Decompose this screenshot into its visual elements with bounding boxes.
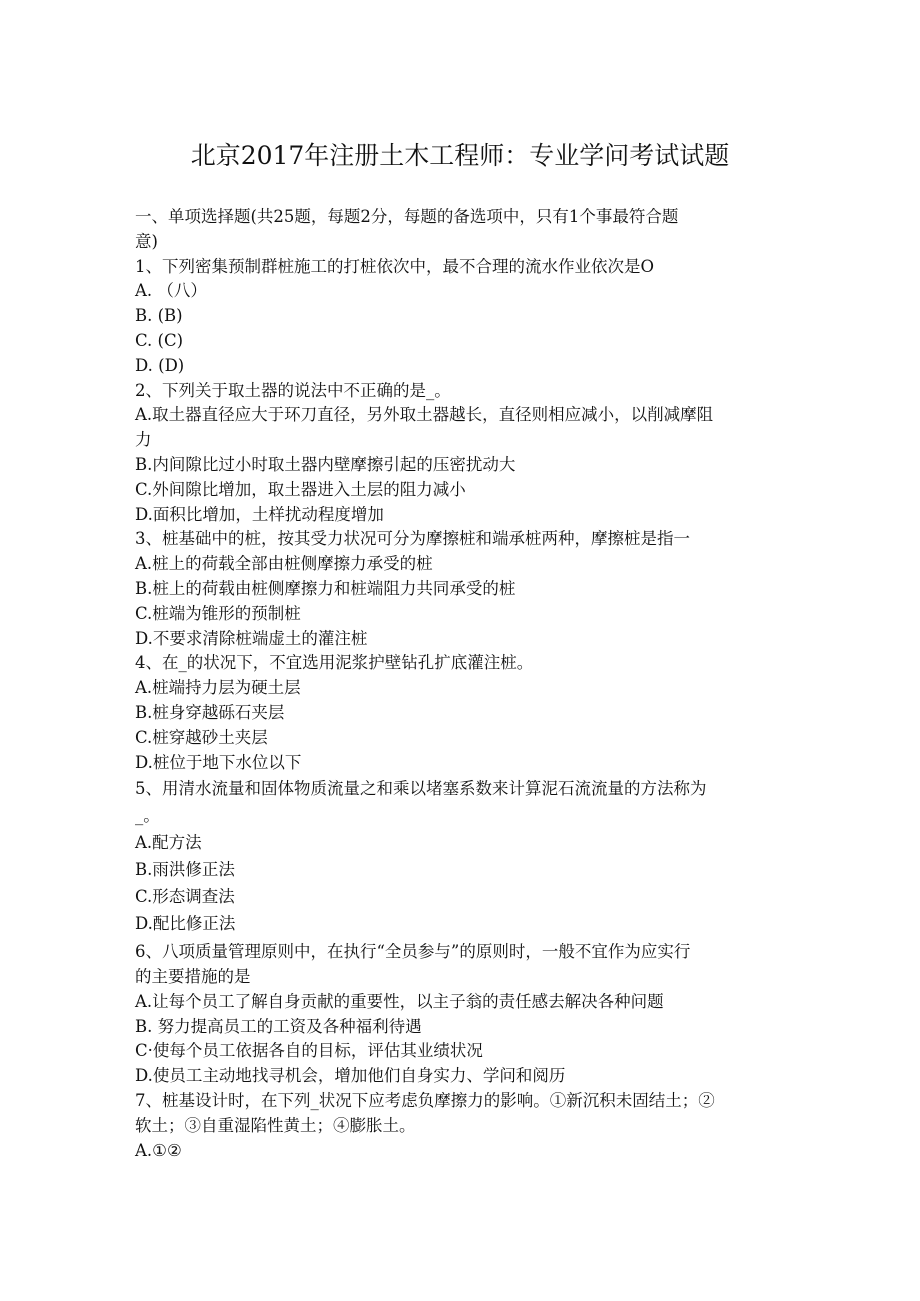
question-6-cont: 的主要措施的是 <box>135 966 251 986</box>
q4-option-a: A.桩端持力层为硬土层 <box>135 678 301 698</box>
q5-option-a: A.配方法 <box>135 833 202 853</box>
q6-option-b: B. 努力提高员工的工资及各种福利待遇 <box>135 1016 422 1036</box>
q3-option-c: C.桩端为锥形的预制桩 <box>135 603 301 623</box>
q5-option-c: C.形态调查法 <box>135 887 235 907</box>
question-6: 6、八项质量管理原则中，在执行“全员参与”的原则时，一般不宜作为应实行 <box>135 942 691 962</box>
page-title: 北京2017年注册土木工程师：专业学问考试试题 <box>190 141 730 170</box>
question-4: 4、在_的状况下，不宜选用泥浆护壁钻孔扩底灌注桩。 <box>135 653 534 673</box>
section-heading-cont: 意) <box>135 231 158 251</box>
question-2: 2、下列关于取土器的说法中不正确的是_。 <box>135 380 451 400</box>
section-heading: 一、单项选择题(共25题，每题2分，每题的备选项中，只有1个事最符合题 <box>135 207 679 226</box>
document-body <box>135 205 795 1163</box>
question-5: 5、用清水流量和固体物质流量之和乘以堵塞系数来计算泥石流流量的方法称为 <box>135 779 707 799</box>
q5-option-d: D.配比修正法 <box>135 914 236 934</box>
q7-option-a: A.①② <box>135 1140 182 1160</box>
q5-option-b: B.雨洪修正法 <box>135 860 235 880</box>
question-5-cont: _。 <box>135 806 160 826</box>
q2-option-a: A.取土器直径应大于环刀直径，另外取土器越长，直径则相应减小，以削减摩阻 <box>135 405 714 425</box>
q2-option-a-cont: 力 <box>135 430 152 450</box>
q4-option-c: C.桩穿越砂土夹层 <box>135 727 268 747</box>
q1-option-a: A. （八） <box>135 281 207 301</box>
q6-option-a: A.让每个员工了解自身贡献的重要性，以主子翁的责任感去解决各种问题 <box>135 991 664 1011</box>
question-3: 3、桩基础中的桩，按其受力状况可分为摩擦桩和端承桩两种，摩擦桩是指一 <box>135 529 690 549</box>
q3-option-a: A.桩上的荷载全部由桩侧摩擦力承受的桩 <box>135 554 433 574</box>
q2-option-c: C.外间隙比增加，取土器进入土层的阻力减小 <box>135 479 466 499</box>
question-7-cont: 软土；③自重湿陷性黄土；④膨胀土。 <box>135 1115 416 1135</box>
question-7: 7、桩基设计时，在下列_状况下应考虑负摩擦力的影响。①新沉积未固结土；② <box>135 1090 715 1110</box>
q1-option-b: B. (B) <box>135 306 183 326</box>
q2-option-d: D.面积比增加，土样扰动程度增加 <box>135 504 384 524</box>
q6-option-d: D.使员工主动地找寻机会，增加他们自身实力、学问和阅历 <box>135 1066 566 1086</box>
q1-option-c: C. (C) <box>135 330 184 350</box>
q3-option-d: D.不要求清除桩端虚土的灌注桩 <box>135 628 368 648</box>
q2-option-b: B.内间隙比过小时取土器内壁摩擦引起的压密扰动大 <box>135 454 516 474</box>
q4-option-d: D.桩位于地下水位以下 <box>135 752 302 772</box>
q3-option-b: B.桩上的荷载由桩侧摩擦力和桩端阻力共同承受的桩 <box>135 578 516 598</box>
question-1: 1、下列密集预制群桩施工的打桩依次中，最不合理的流水作业依次是O <box>135 256 655 276</box>
q6-option-c: C·使每个员工依据各自的目标，评估其业绩状况 <box>135 1041 483 1061</box>
q1-option-d: D. (D) <box>135 355 185 375</box>
q4-option-b: B.桩身穿越砾石夹层 <box>135 702 285 722</box>
